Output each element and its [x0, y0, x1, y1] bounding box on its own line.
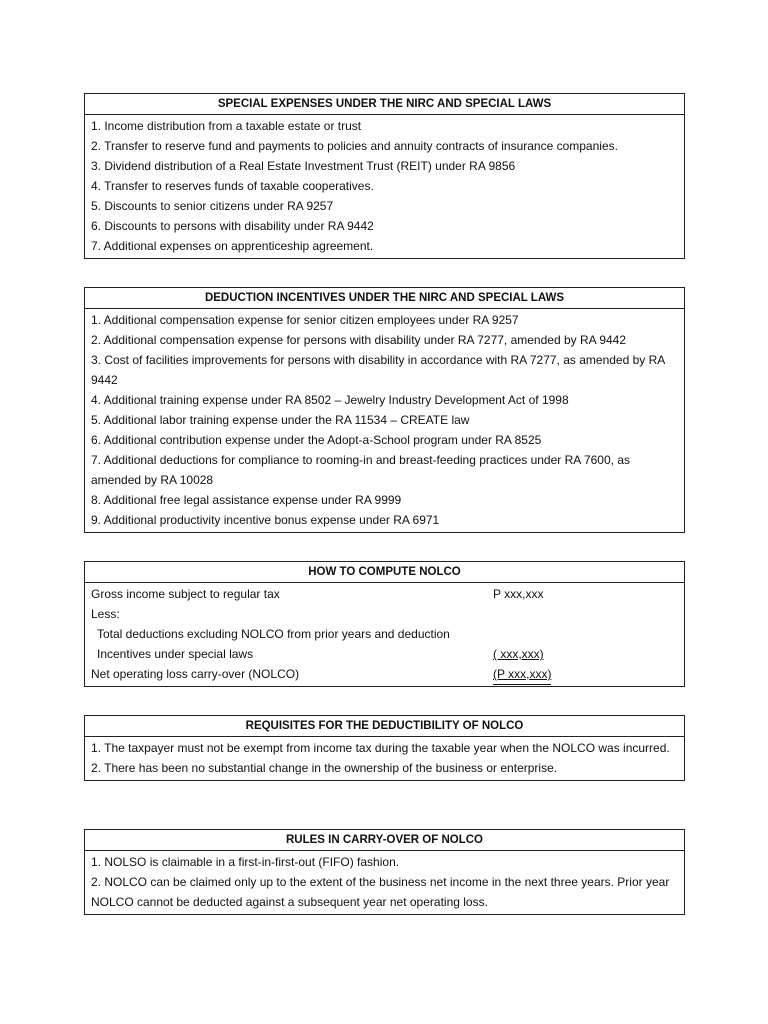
list-item: 7. Additional expenses on apprenticeship agreement. [91, 239, 374, 253]
special-expenses-table [84, 93, 685, 259]
deductions-row-1 [91, 624, 678, 644]
net-operating-loss-row [91, 664, 678, 684]
list-item: 5. Additional labor training expense under the RA 11534 – CREATE law [91, 413, 470, 427]
list-item: 2. NOLCO can be claimed only up to the extent of the business net income in the next three years. Prior year NOLCO cannot be deducted against a subsequent year net operating loss. [91, 875, 670, 909]
requisites-table [84, 715, 685, 781]
deduction-incentives-table [84, 287, 685, 533]
net-operating-loss-amount: (P xxx,xxx) [493, 664, 551, 685]
compute-nolco-title: HOW TO COMPUTE NOLCO [85, 562, 684, 583]
list-item: 2. Additional compensation expense for persons with disability under RA 7277, amended by RA 9442 [91, 333, 627, 347]
list-item: 8. Additional free legal assistance expense under RA 9999 [91, 493, 402, 507]
rules-table [84, 829, 685, 915]
requisites-title: REQUISITES FOR THE DEDUCTIBILITY OF NOLCO [85, 716, 684, 737]
list-item: 7. Additional deductions for compliance to rooming-in and breast-feeding practices under RA 7600, as amended by RA 10028 [91, 453, 630, 487]
less-label: Less: [91, 607, 120, 621]
list-item: 4. Transfer to reserves funds of taxable cooperatives. [91, 179, 374, 193]
list-item: 3. Cost of facilities improvements for persons with disability in accordance with RA 7277, as amended by RA 9442 [91, 353, 665, 387]
rules-title: RULES IN CARRY-OVER OF NOLCO [85, 830, 684, 851]
list-item: 6. Discounts to persons with disability under RA 9442 [91, 219, 374, 233]
special-expenses-title: SPECIAL EXPENSES UNDER THE NIRC AND SPECIAL LAWS [85, 94, 684, 115]
list-item: 4. Additional training expense under RA 8502 – Jewelry Industry Development Act of 1998 [91, 393, 569, 407]
list-item: 1. The taxpayer must not be exempt from income tax during the taxable year when the NOLCO was incurred. [91, 741, 670, 755]
list-item: 2. Transfer to reserve fund and payments to policies and annuity contracts of insurance companies. [91, 139, 618, 153]
list-item: 5. Discounts to senior citizens under RA 9257 [91, 199, 334, 213]
gross-income-label: Gross income subject to regular tax [91, 587, 280, 601]
list-item: 1. NOLSO is claimable in a first-in-first-out (FIFO) fashion. [91, 855, 400, 869]
deductions-row-2 [91, 644, 678, 664]
list-item: 1. Additional compensation expense for senior citizen employees under RA 9257 [91, 313, 519, 327]
net-operating-loss-label: Net operating loss carry-over (NOLCO) [91, 667, 300, 681]
list-item: 3. Dividend distribution of a Real Estate Investment Trust (REIT) under RA 9856 [91, 159, 516, 173]
gross-income-amount: P xxx,xxx [493, 587, 544, 601]
deductions-label-line2: Incentives under special laws [97, 647, 254, 661]
compute-nolco-table [84, 561, 685, 687]
list-item: 9. Additional productivity incentive bonus expense under RA 6971 [91, 513, 440, 527]
less-row [91, 604, 678, 624]
deductions-amount: ( xxx,xxx) [493, 647, 544, 661]
gross-income-row [91, 584, 678, 604]
deductions-label-line1: Total deductions excluding NOLCO from prior years and deduction [97, 627, 450, 641]
list-item: 1. Income distribution from a taxable estate or trust [91, 119, 362, 133]
deduction-incentives-title: DEDUCTION INCENTIVES UNDER THE NIRC AND SPECIAL LAWS [85, 288, 684, 309]
list-item: 2. There has been no substantial change in the ownership of the business or enterprise. [91, 761, 558, 775]
list-item: 6. Additional contribution expense under the Adopt-a-School program under RA 8525 [91, 433, 542, 447]
